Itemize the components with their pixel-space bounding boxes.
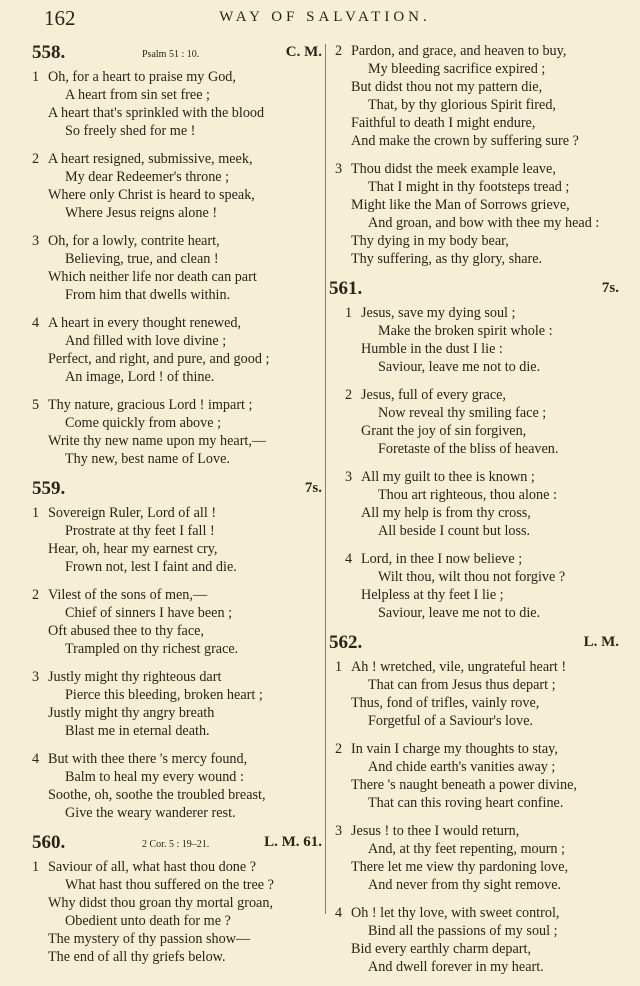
verse-line: A heart in every thought renewed, bbox=[48, 315, 242, 331]
verse-line: Pierce this bleeding, broken heart ; bbox=[65, 687, 263, 703]
verse-line: The mystery of thy passion show— bbox=[48, 931, 251, 947]
hymn-heading bbox=[32, 42, 322, 68]
verse-line: Come quickly from above ; bbox=[65, 415, 222, 431]
verse bbox=[32, 232, 322, 304]
verse-line: Where only Christ is heard to speak, bbox=[48, 187, 255, 203]
verse-line: That, by thy glorious Spirit fired, bbox=[368, 97, 556, 113]
verse-line: That can this roving heart confine. bbox=[368, 795, 564, 811]
verse-line: But didst thou not my pattern die, bbox=[351, 79, 543, 95]
verse-line: Thy suffering, as thy glory, share. bbox=[351, 251, 543, 267]
verse-line: Vilest of the sons of men,— bbox=[48, 587, 208, 603]
verse-number: 3 bbox=[335, 161, 343, 177]
verse-line: Wilt thou, wilt thou not forgive ? bbox=[378, 569, 566, 585]
verse-number: 1 bbox=[345, 305, 353, 321]
verse-line: Thou art righteous, thou alone : bbox=[378, 487, 557, 503]
verse-line: Hear, oh, hear my earnest cry, bbox=[48, 541, 218, 557]
verse bbox=[32, 750, 322, 822]
hymn-562 bbox=[329, 632, 619, 976]
verse-line: Justly might thy angry breath bbox=[48, 705, 215, 721]
verse bbox=[32, 668, 322, 740]
verse-line: Chief of sinners I have been ; bbox=[65, 605, 233, 621]
verse-line: Justly might thy righteous dart bbox=[48, 669, 222, 685]
verse-number: 5 bbox=[32, 397, 40, 413]
verse-number: 1 bbox=[335, 659, 343, 675]
verse-line: Foretaste of the bliss of heaven. bbox=[378, 441, 559, 457]
verse-line: And dwell forever in my heart. bbox=[368, 959, 544, 975]
verse-line: All my guilt to thee is known ; bbox=[361, 469, 535, 485]
verse-line: The end of all thy griefs below. bbox=[48, 949, 226, 965]
verse bbox=[32, 396, 322, 468]
verse-line: Thy dying in my body bear, bbox=[351, 233, 509, 249]
hymn-heading bbox=[329, 632, 619, 658]
verse-number: 2 bbox=[335, 43, 343, 59]
verse-line: Make the broken spirit whole : bbox=[378, 323, 553, 339]
right-column bbox=[329, 42, 619, 986]
verse-number: 3 bbox=[32, 233, 40, 249]
hymn-meter: C. M. bbox=[285, 44, 322, 60]
verse-line: My dear Redeemer's throne ; bbox=[65, 169, 230, 185]
page-header bbox=[0, 0, 640, 40]
verse bbox=[32, 314, 322, 386]
verse-line: Believing, true, and clean ! bbox=[65, 251, 219, 267]
verse bbox=[329, 468, 619, 540]
verse-line: Oh, for a heart to praise my God, bbox=[48, 69, 236, 85]
verse-line: Pardon, and grace, and heaven to buy, bbox=[351, 43, 567, 59]
verse bbox=[329, 740, 619, 812]
verse-line: Oh, for a lowly, contrite heart, bbox=[48, 233, 220, 249]
hymn-number: 558. bbox=[32, 42, 66, 63]
verse-line: Which neither life nor death can part bbox=[48, 269, 257, 285]
verse-line: Forgetful of a Saviour's love. bbox=[368, 713, 534, 729]
verse-line: Helpless at thy feet I lie ; bbox=[361, 587, 504, 603]
verse bbox=[32, 150, 322, 222]
verse-line: Oh ! let thy love, with sweet control, bbox=[351, 905, 560, 921]
verse-line: There let me view thy pardoning love, bbox=[351, 859, 569, 875]
verse-line: Humble in the dust I lie : bbox=[361, 341, 503, 357]
hymn-meter: 7s. bbox=[304, 480, 322, 496]
verse-line: And, at thy feet repenting, mourn ; bbox=[368, 841, 565, 857]
hymn-heading bbox=[32, 478, 322, 504]
verse bbox=[32, 858, 322, 966]
page-number: 162 bbox=[44, 6, 76, 30]
verse-line: Frown not, lest I faint and die. bbox=[65, 559, 237, 575]
verse-line: Faithful to death I might endure, bbox=[351, 115, 536, 131]
hymn-number: 559. bbox=[32, 478, 66, 499]
running-title: WAY OF SALVATION. bbox=[219, 9, 431, 25]
verse-line: Blast me in eternal death. bbox=[65, 723, 210, 739]
verse-line: An image, Lord ! of thine. bbox=[65, 369, 215, 385]
hymn-number: 561. bbox=[329, 278, 363, 299]
verse-line: A heart from sin set free ; bbox=[65, 87, 210, 103]
verse-number: 3 bbox=[335, 823, 343, 839]
verse-line: That I might in thy footsteps tread ; bbox=[368, 179, 570, 195]
verse-line: Write thy new name upon my heart,— bbox=[48, 433, 267, 449]
verse-line: My bleeding sacrifice expired ; bbox=[368, 61, 546, 77]
column-divider bbox=[325, 44, 326, 914]
verse-line: Balm to heal my every wound : bbox=[65, 769, 244, 785]
verse-line: That can from Jesus thus depart ; bbox=[368, 677, 556, 693]
verse-line: So freely shed for me ! bbox=[65, 123, 196, 139]
verse bbox=[32, 68, 322, 140]
verse-number: 1 bbox=[32, 859, 40, 875]
verse bbox=[329, 386, 619, 458]
hymn-meter: 7s. bbox=[601, 280, 619, 296]
verse bbox=[329, 304, 619, 376]
scripture-reference: 2 Cor. 5 : 19–21. bbox=[142, 839, 210, 850]
hymn-meter: L. M. 61. bbox=[264, 834, 322, 850]
verse bbox=[329, 42, 619, 150]
verse-line: And never from thy sight remove. bbox=[368, 877, 562, 893]
verse-line: All beside I count but loss. bbox=[378, 523, 531, 539]
verse bbox=[329, 822, 619, 894]
verse-line: Why didst thou groan thy mortal groan, bbox=[48, 895, 273, 911]
verse-line: And groan, and bow with thee my head : bbox=[368, 215, 600, 231]
verse-line: Soothe, oh, soothe the troubled breast, bbox=[48, 787, 266, 803]
verse-line: Bid every earthly charm depart, bbox=[351, 941, 532, 957]
hymn-heading bbox=[32, 832, 322, 858]
verse-line: Thou didst the meek example leave, bbox=[351, 161, 556, 177]
verse-number: 4 bbox=[32, 315, 40, 331]
verse-line: But with thee there 's mercy found, bbox=[48, 751, 248, 767]
verse-line: Obedient unto death for me ? bbox=[65, 913, 231, 929]
verse-line: In vain I charge my thoughts to stay, bbox=[351, 741, 558, 757]
hymn-number: 562. bbox=[329, 632, 363, 653]
verse-line: Prostrate at thy feet I fall ! bbox=[65, 523, 215, 539]
verse-line: And filled with love divine ; bbox=[65, 333, 227, 349]
verse-line: Sovereign Ruler, Lord of all ! bbox=[48, 505, 217, 521]
verse-number: 2 bbox=[32, 587, 40, 603]
verse-number: 4 bbox=[32, 751, 40, 767]
verse-line: Give the weary wanderer rest. bbox=[65, 805, 236, 821]
verse-line: Where Jesus reigns alone ! bbox=[65, 205, 218, 221]
verse bbox=[32, 586, 322, 658]
verse-number: 2 bbox=[32, 151, 40, 167]
verse-line: Jesus ! to thee I would return, bbox=[351, 823, 520, 839]
verse-line: Thus, fond of trifles, vainly rove, bbox=[351, 695, 540, 711]
verse bbox=[329, 904, 619, 976]
verse-line: And chide earth's vanities away ; bbox=[368, 759, 556, 775]
verse-line: From him that dwells within. bbox=[65, 287, 231, 303]
hymn-560 bbox=[329, 42, 619, 268]
verse-number: 1 bbox=[32, 505, 40, 521]
verse-line: All my help is from thy cross, bbox=[361, 505, 531, 521]
verse-line: Thy nature, gracious Lord ! impart ; bbox=[48, 397, 253, 413]
verse-number: 1 bbox=[32, 69, 40, 85]
verse-number: 4 bbox=[345, 551, 353, 567]
verse-number: 2 bbox=[335, 741, 343, 757]
hymn-heading bbox=[329, 278, 619, 304]
verse-line: A heart that's sprinkled with the blood bbox=[48, 105, 265, 121]
verse-line: Might like the Man of Sorrows grieve, bbox=[351, 197, 570, 213]
verse-line: Thy new, best name of Love. bbox=[65, 451, 230, 467]
verse bbox=[329, 658, 619, 730]
verse-line: Jesus, full of every grace, bbox=[361, 387, 506, 403]
verse-line: Perfect, and right, and pure, and good ; bbox=[48, 351, 270, 367]
verse-line: Lord, in thee I now believe ; bbox=[361, 551, 523, 567]
left-column bbox=[32, 42, 322, 976]
verse-line: Bind all the passions of my soul ; bbox=[368, 923, 558, 939]
verse-line: Now reveal thy smiling face ; bbox=[378, 405, 547, 421]
verse-line: And make the crown by suffering sure ? bbox=[351, 133, 579, 149]
hymn-number: 560. bbox=[32, 832, 66, 853]
verse bbox=[329, 550, 619, 622]
verse-line: What hast thou suffered on the tree ? bbox=[65, 877, 274, 893]
hymn-559 bbox=[32, 478, 322, 822]
verse-line: Saviour, leave me not to die. bbox=[378, 605, 541, 621]
hymn-meter: L. M. bbox=[583, 634, 619, 650]
verse-line: Grant the joy of sin forgiven, bbox=[361, 423, 527, 439]
hymn-558 bbox=[32, 42, 322, 468]
verse-line: Trampled on thy richest grace. bbox=[65, 641, 239, 657]
verse-line: Saviour, leave me not to die. bbox=[378, 359, 541, 375]
verse-number: 3 bbox=[345, 469, 353, 485]
scripture-reference: Psalm 51 : 10. bbox=[142, 49, 200, 60]
verse-number: 2 bbox=[345, 387, 353, 403]
verse-line: A heart resigned, submissive, meek, bbox=[48, 151, 253, 167]
hymn-561 bbox=[329, 278, 619, 622]
verse bbox=[329, 160, 619, 268]
verse-line: Saviour of all, what hast thou done ? bbox=[48, 859, 257, 875]
verse bbox=[32, 504, 322, 576]
verse-number: 4 bbox=[335, 905, 343, 921]
hymn-560 bbox=[32, 832, 322, 966]
verse-line: Oft abused thee to thy face, bbox=[48, 623, 205, 639]
verse-number: 3 bbox=[32, 669, 40, 685]
verse-line: Jesus, save my dying soul ; bbox=[361, 305, 516, 321]
verse-line: There 's naught beneath a power divine, bbox=[351, 777, 577, 793]
verse-line: Ah ! wretched, vile, ungrateful heart ! bbox=[351, 659, 567, 675]
